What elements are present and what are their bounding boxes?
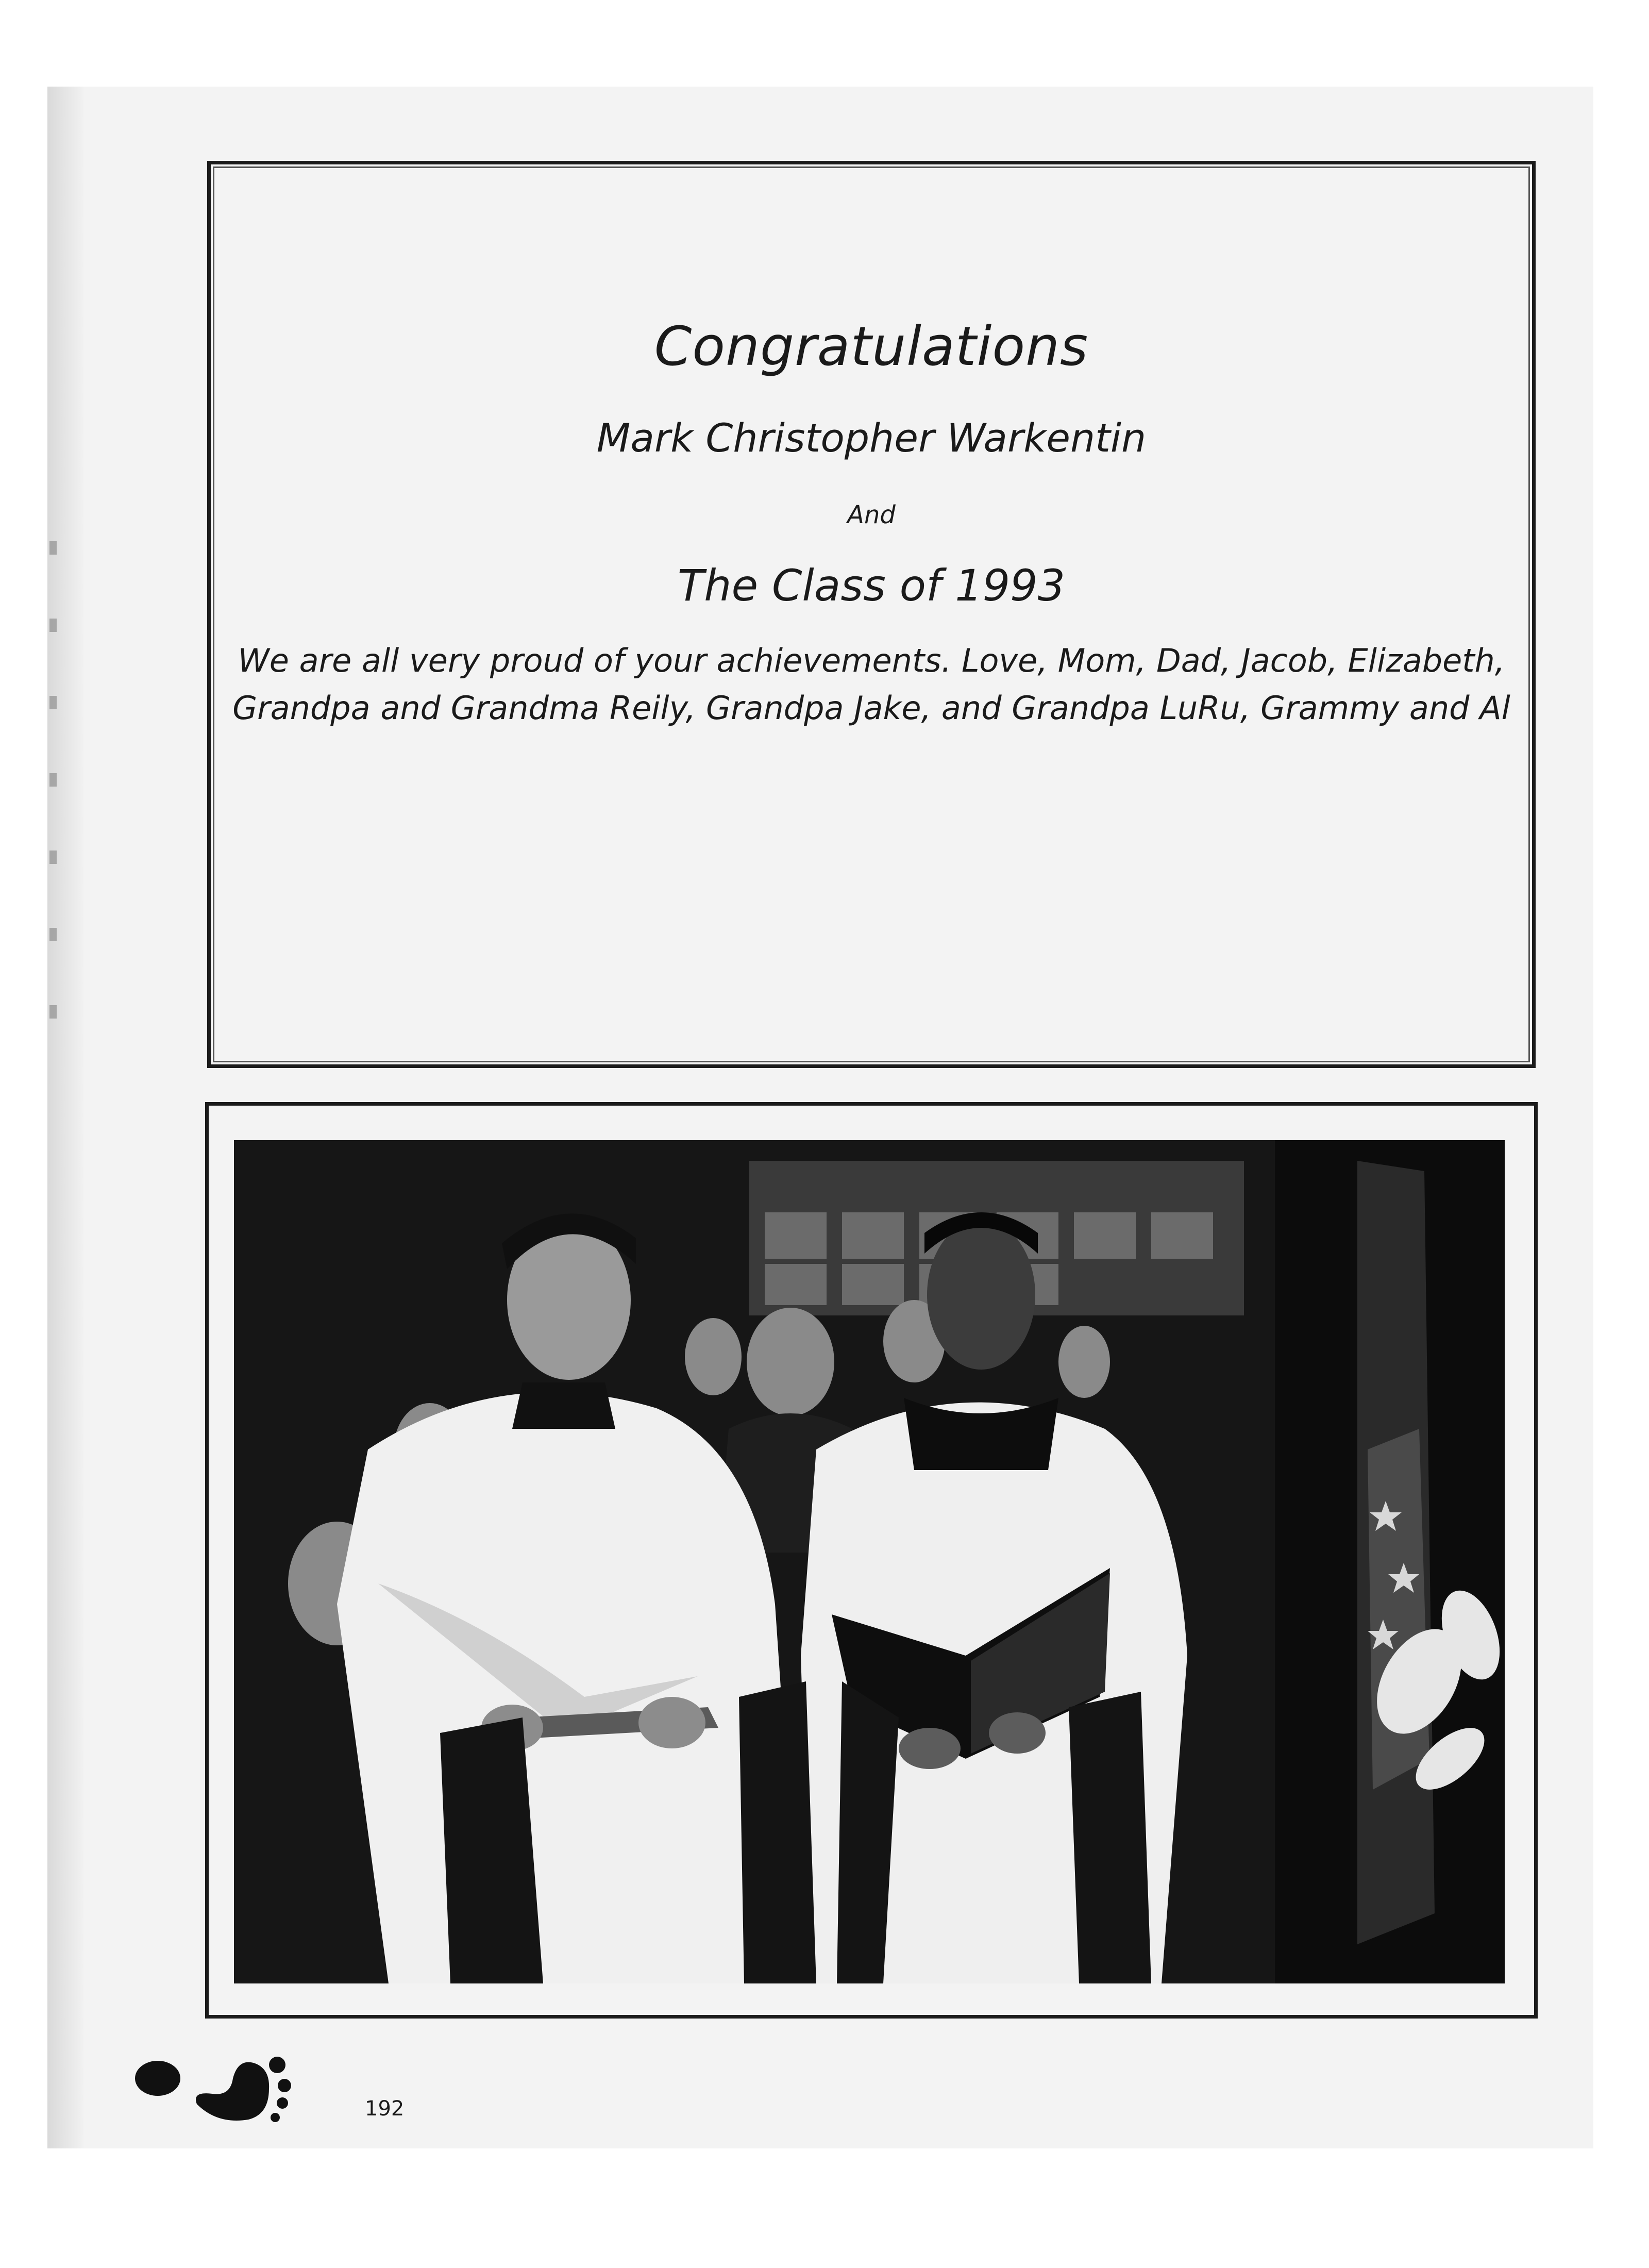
family-note-line-2: Grandpa and Grandma Reily, Grandpa Jake, and Grandpa LuRu, Grammy and Al <box>232 689 1510 727</box>
congratulations-box <box>207 161 1536 1068</box>
procession-photo <box>234 1140 1505 1983</box>
page-gutter-shadow <box>47 87 83 2148</box>
graduate-name: Mark Christopher Warkentin <box>596 415 1147 461</box>
conjunction-text: And <box>847 501 896 529</box>
footprint-icon <box>135 2047 321 2130</box>
gutter-bleed-marks <box>49 541 57 1082</box>
message-title: Congratulations <box>654 315 1089 378</box>
family-note-line-1: We are all very proud of your achievements. Love, Mom, Dad, Jacob, Elizabeth, <box>238 642 1505 679</box>
class-line: The Class of 1993 <box>677 560 1066 611</box>
page-number: 192 <box>365 2097 405 2121</box>
